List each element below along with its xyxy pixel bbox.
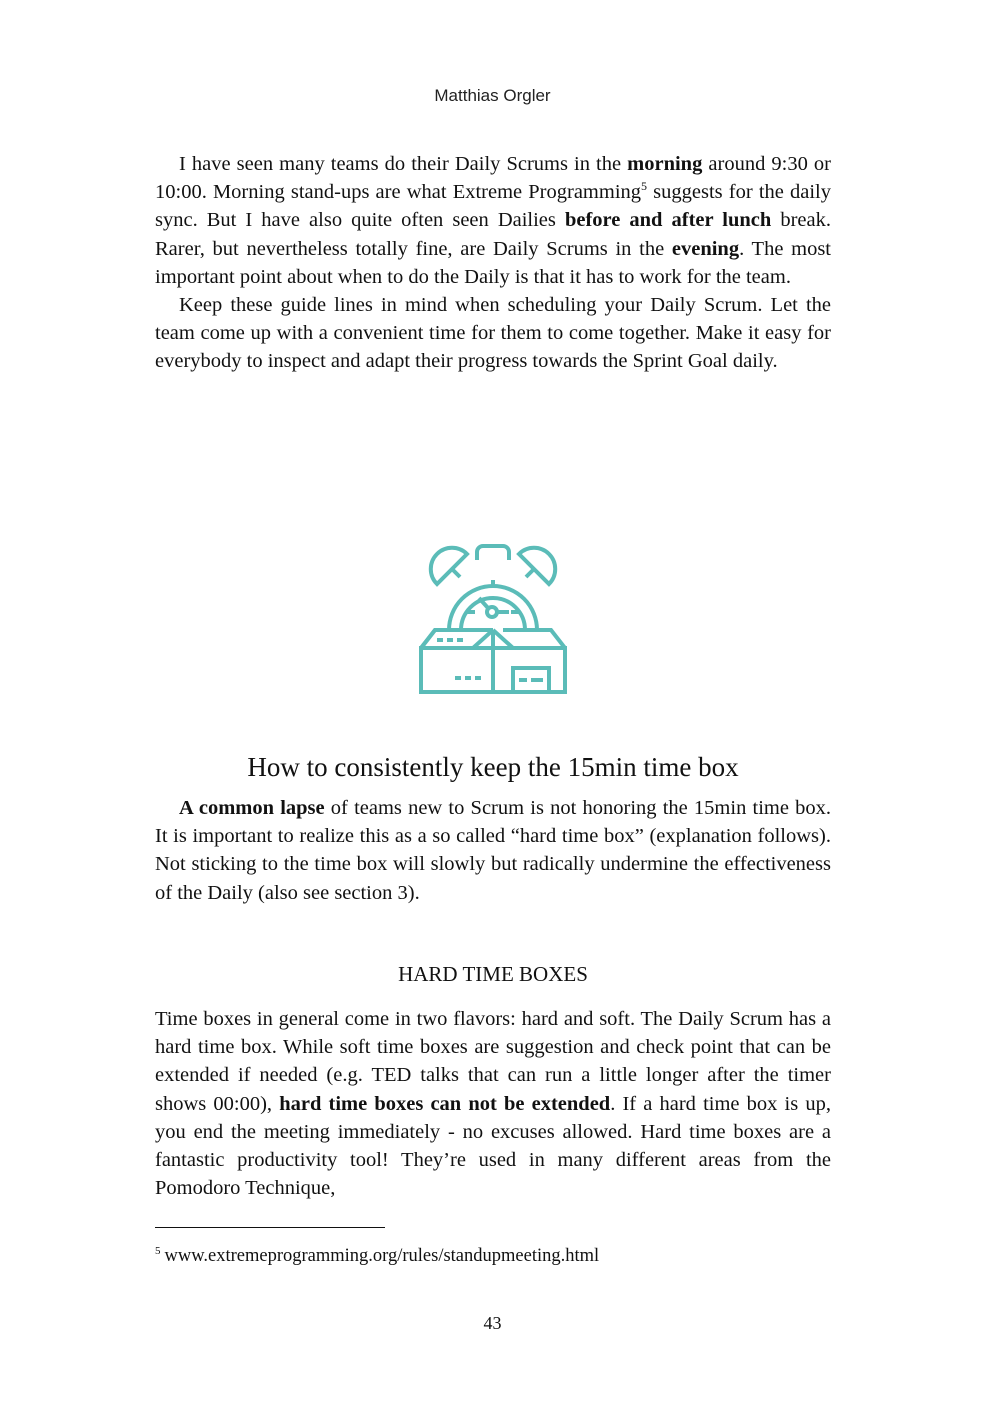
footnote	[155, 1245, 831, 1267]
footnote-divider	[155, 1227, 385, 1228]
text-span: break. Rarer, but nevertheless totally fine, are Daily Scrums in the	[155, 209, 831, 260]
running-head-author: Matthias Orgler	[434, 86, 551, 105]
page-number: 43	[483, 1313, 502, 1333]
paragraph-hard-time-boxes	[155, 1005, 831, 1202]
alarm-clock-in-box-icon	[415, 540, 571, 696]
text-span: around 9:30 or 10:00. Morning stand-ups are what Extreme Programming	[155, 153, 831, 204]
text-span: Time boxes in general come in two flavors: hard and soft. The Daily Scrum has a hard time box. While soft time boxes are suggestion and check point that can be extended if needed (e.g. TED talks that can run a little longer after the timer shows 00:00),	[155, 1008, 831, 1115]
section-text	[155, 794, 831, 907]
emphasis-morning: morning	[627, 153, 703, 175]
emphasis-evening: evening	[671, 237, 740, 260]
intro-text	[155, 150, 831, 376]
text-span: suggests for the daily sync. But I have also quite often seen Dailies	[155, 181, 831, 232]
footnote-marker: 5	[155, 1245, 161, 1257]
emphasis-common-lapse: A common lapse	[179, 797, 325, 819]
paragraph-common-lapse	[155, 794, 831, 907]
paragraph-meeting-times	[155, 150, 831, 291]
text-span: I have seen many teams do their Daily Scrums in the	[179, 153, 628, 175]
text-span: . If a hard time box is up, you end the meeting immediately - no excuses allowed. Hard time boxes are a fantastic productivity tool! They’re used in many different areas from the Pomodoro Technique,	[155, 1092, 831, 1200]
footnote-reference: 5	[641, 179, 648, 194]
text-span: . The most important point about when to do the Daily is that it has to work for the team.	[155, 237, 832, 288]
subsection-text	[155, 1005, 831, 1202]
paragraph-guidelines: Keep these guide lines in mind when scheduling your Daily Scrum. Let the team come up with a convenient time for them to come together. Make it easy for everybody to inspect and adapt their progress towards the Sprint Goal daily.	[155, 294, 831, 373]
subsection-title: HARD TIME BOXES	[398, 962, 588, 986]
emphasis-hard-time-boxes: hard time boxes can not be extended	[279, 1092, 611, 1115]
text-span: of teams new to Scrum is not honoring the 15min time box. It is important to realize this as a so called “hard time box” (explanation follows). Not sticking to the time box will slowly but radically undermine the effectiveness of the Daily (also see section 3).	[155, 797, 831, 904]
section-title: How to consistently keep the 15min time box	[247, 752, 739, 782]
footnote-text: www.extremeprogramming.org/rules/standupmeeting.html	[164, 1246, 600, 1267]
emphasis-lunch: before and after lunch	[564, 209, 772, 232]
